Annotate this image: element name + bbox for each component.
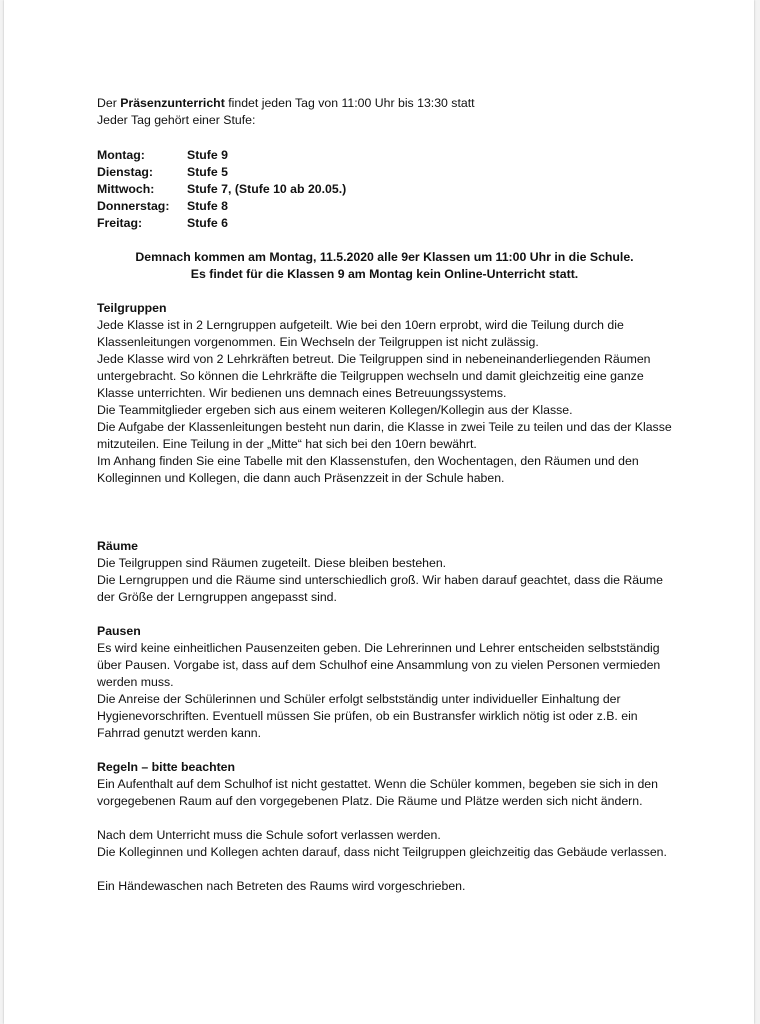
notice-line-2: Es findet für die Klassen 9 am Montag kein Online-Unterricht statt. <box>190 267 579 281</box>
intro-line-1 <box>97 95 677 112</box>
paragraph: Die Teammitglieder ergeben sich aus einem weiteren Kollegen/Kollegin aus der Klasse. <box>97 403 573 417</box>
section-heading: Regeln – bitte beachten <box>97 760 236 774</box>
paragraph: Es wird keine einheitlichen Pausenzeiten geben. Die Lehrerinnen und Lehrer entscheiden selbstständig über Pausen. Vorgabe ist, dass auf dem Schulhof eine Ansammlung von zu vielen Personen vermieden werden muss. <box>97 641 661 689</box>
schedule-row <box>97 164 677 181</box>
paragraph: Ein Aufenthalt auf dem Schulhof ist nicht gestattet. Wenn die Schüler kommen, begeben sie sich in den vorgegebenen Raum auf den vorgegebenen Platz. Die Räume und Plätze werden sich nicht ändern. <box>97 777 658 808</box>
paragraph: Jede Klasse wird von 2 Lehrkräften betreut. Die Teilgruppen sind in nebeneinanderliegenden Räumen untergebracht. So können die Lehrkräfte die Teilgruppen wechseln und damit gleichzeitig eine ganze Klasse unterrichten. Wir bedienen uns demnach eines Betreuungssystems. <box>97 352 651 400</box>
schedule-grade: Stufe 5 <box>187 165 228 179</box>
notice-line-1: Demnach kommen am Montag, 11.5.2020 alle 9er Klassen um 11:00 Uhr in die Schule. <box>135 250 634 264</box>
schedule-day: Montag: <box>97 148 145 162</box>
schedule-grade: Stufe 7, (Stufe 10 ab 20.05.) <box>187 182 347 196</box>
intro-bold-term: Präsenzunterricht <box>120 96 225 110</box>
weekly-schedule <box>97 147 677 232</box>
paragraph: Ein Händewaschen nach Betreten des Raums wird vorgeschrieben. <box>97 879 466 893</box>
schedule-day: Freitag: <box>97 216 143 230</box>
schedule-row <box>97 181 677 198</box>
intro-text-post: findet jeden Tag von 11:00 Uhr bis 13:30 statt <box>224 96 475 110</box>
schedule-grade: Stufe 6 <box>187 216 228 230</box>
paragraph: Nach dem Unterricht muss die Schule sofort verlassen werden. <box>97 828 441 842</box>
intro-text-pre: Der <box>97 96 121 110</box>
section-heading: Räume <box>97 539 139 553</box>
section-pausen <box>97 623 677 742</box>
document-page <box>4 0 754 1024</box>
paragraph: Im Anhang finden Sie eine Tabelle mit den Klassenstufen, den Wochentagen, den Räumen und den Kolleginnen und Kollegen, die dann auch Präsenzzeit in der Schule haben. <box>97 454 639 485</box>
schedule-day: Donnerstag: <box>97 199 170 213</box>
monday-notice <box>97 249 672 283</box>
schedule-grade: Stufe 9 <box>187 148 228 162</box>
schedule-day: Dienstag: <box>97 165 154 179</box>
schedule-row <box>97 215 677 232</box>
schedule-row <box>97 198 677 215</box>
section-regeln <box>97 759 677 895</box>
paragraph: Die Teilgruppen sind Räumen zugeteilt. Diese bleiben bestehen. <box>97 556 447 570</box>
schedule-grade: Stufe 8 <box>187 199 228 213</box>
paragraph: Jede Klasse ist in 2 Lerngruppen aufgeteilt. Wie bei den 10ern erprobt, wird die Teilung durch die Klassenleitungen vorgenommen. Ein Wechseln der Teilgruppen ist nicht zulässig. <box>97 318 624 349</box>
schedule-day: Mittwoch: <box>97 182 155 196</box>
schedule-row <box>97 147 677 164</box>
paragraph: Die Lerngruppen und die Räume sind unterschiedlich groß. Wir haben darauf geachtet, dass die Räume der Größe der Lerngruppen angepasst sind. <box>97 573 663 604</box>
section-heading: Pausen <box>97 624 141 638</box>
paragraph: Die Aufgabe der Klassenleitungen besteht nun darin, die Klasse in zwei Teile zu teilen und das der Klasse mitzuteilen. Eine Teilung in der „Mitte“ hat sich bei den 10ern bewährt. <box>97 420 672 451</box>
spacer <box>97 810 677 827</box>
intro-line-2: Jeder Tag gehört einer Stufe: <box>97 113 256 127</box>
paragraph: Die Kolleginnen und Kollegen achten darauf, dass nicht Teilgruppen gleichzeitig das Gebäude verlassen. <box>97 845 667 859</box>
section-teilgruppen <box>97 300 677 487</box>
spacer <box>97 861 677 878</box>
document-body <box>97 95 677 895</box>
section-heading: Teilgruppen <box>97 301 167 315</box>
paragraph: Die Anreise der Schülerinnen und Schüler erfolgt selbstständig unter individueller Einhaltung der Hygienevorschriften. Eventuell müssen Sie prüfen, ob ein Bustransfer wirklich nötig ist oder z.B. ein Fahrrad genutzt werden kann. <box>97 692 638 740</box>
section-raeume <box>97 538 677 606</box>
